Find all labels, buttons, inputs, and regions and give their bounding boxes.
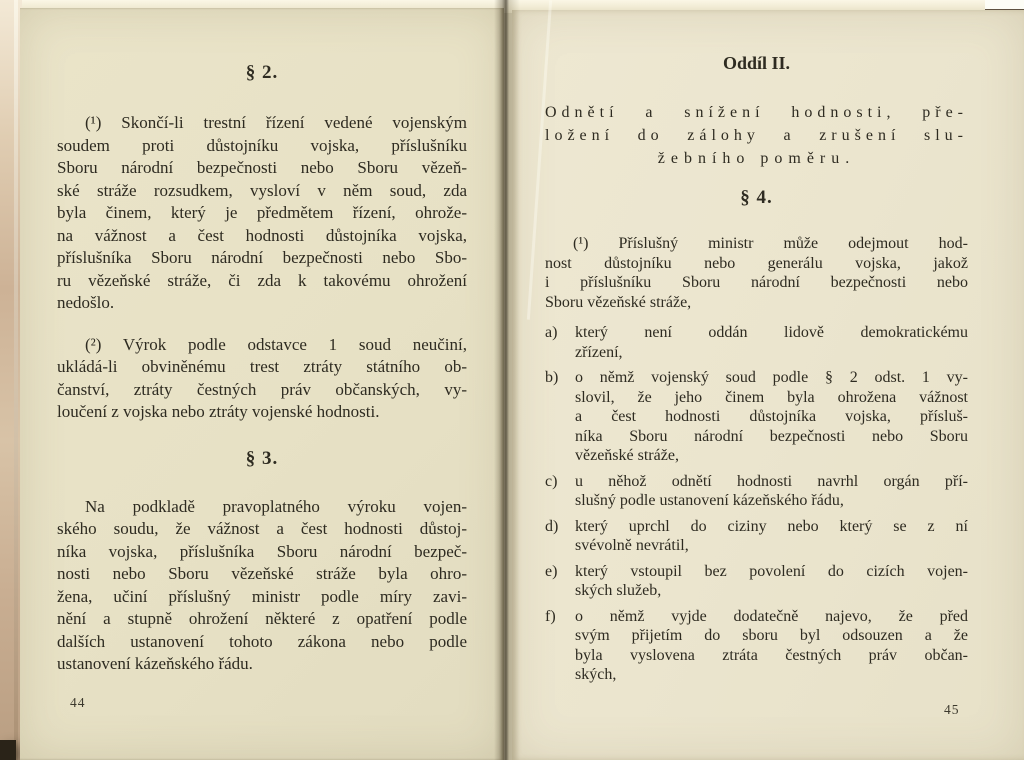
text-line: Sboru národní bezpečnosti nebo Sboru vězeň- [57, 158, 467, 177]
list-item-a [545, 323, 968, 362]
scan-corner-shadow [0, 740, 16, 760]
list-marker: e) [545, 562, 558, 580]
text-line: zřízení, [575, 343, 623, 361]
text-line: loučení z vojska nebo ztráty vojenské hodnosti. [57, 402, 380, 421]
text-line: žebního poměru. [657, 150, 856, 167]
list-item-text [575, 607, 968, 685]
page-left [20, 8, 504, 760]
list-marker: d) [545, 517, 559, 535]
text-line: o němž vojenský soud podle § 2 odst. 1 vy- [575, 369, 968, 386]
list-marker: f) [545, 607, 556, 625]
text-line: nosti nebo Sboru vězeňské stráže byla ohro- [57, 564, 467, 583]
book-page-edges [0, 0, 22, 760]
text-line: byla činem, který je předmětem řízení, ohrože- [57, 203, 467, 222]
list-item-text [575, 517, 968, 556]
page-number-right: 45 [944, 702, 960, 717]
text-line: (²) Výrok podle odstavce 1 soud neučiní, [85, 334, 467, 354]
text-line: který uprchl do ciziny nebo který se z ní [575, 517, 968, 535]
chapter-title [545, 101, 968, 170]
section-3-heading: § 3. [245, 447, 279, 469]
list-marker: b) [545, 369, 559, 386]
section-2-paragraph-1 [57, 112, 467, 315]
text-line: svým přijetím do sboru byl odsouzen a že [575, 627, 968, 644]
book-gutter-shadow [494, 0, 520, 760]
list-item-d [545, 517, 968, 556]
text-line: ských, [575, 666, 617, 683]
text-line: nění a stupně ohrožení některé z opatření podle [57, 609, 467, 628]
list-item-text [575, 472, 968, 511]
text-line: Sboru vězeňské stráže, [545, 293, 692, 311]
section-3-paragraph-1 [57, 496, 467, 676]
text-line: Na podkladě pravoplatného výroku vojen- [85, 496, 467, 516]
text-line: který vstoupil bez povolení do cizích vojen- [575, 562, 968, 580]
text-line: slušný podle ustanovení kázeňského řádu, [575, 492, 844, 509]
section-2-paragraph-2 [57, 334, 467, 424]
list-item-text [575, 562, 968, 601]
text-line: žena, učiní příslušný ministr podle míry zavi- [57, 586, 467, 606]
text-line: ustanovení kázeňského řádu. [57, 654, 253, 673]
list-item-text [575, 368, 968, 466]
text-line: příslušníka Sboru národní bezpečnosti nebo Sbo- [57, 248, 467, 267]
text-line: který není oddán lidově demokratickému [575, 324, 968, 341]
list-marker: a) [545, 324, 558, 341]
text-line: ukládá-li obviněnému trest ztráty státního ob- [57, 357, 467, 376]
section-4-intro-paragraph [545, 234, 968, 312]
text-line: níka vojska, příslušníka Sboru národní bezpeč- [57, 541, 467, 561]
text-line: ské stráže rozsudkem, vysloví v něm soud, zda [57, 180, 467, 200]
text-line: nost důstojníku nebo generálu vojska, jakož [545, 254, 968, 272]
text-line: ských služeb, [575, 582, 662, 599]
section-2-heading: § 2. [245, 62, 279, 83]
page-edge-highlight [14, 0, 18, 760]
list-item-e [545, 562, 968, 601]
page-number-left: 44 [70, 695, 86, 710]
text-line: Odnětí a snížení hodnosti, pře- [545, 104, 968, 121]
text-line: soudem proti důstojníku vojska, příslušníku [57, 135, 467, 155]
text-line: vězeňské stráže, [575, 447, 679, 464]
text-line: (¹) Skončí-li trestní řízení vedené vojenským [85, 113, 467, 132]
text-line: dalších ustanovení tohoto zákona nebo podle [57, 631, 467, 651]
text-line: čanství, ztráty čestných práv občanských, vy- [57, 379, 467, 399]
list-item-text [575, 323, 968, 362]
list-item-f [545, 607, 968, 685]
text-line: (¹) Příslušný ministr může odejmout hod- [573, 235, 968, 252]
page-right [512, 10, 1024, 760]
chapter-heading: Oddíl II. [722, 53, 791, 73]
list-item-c [545, 472, 968, 511]
text-line: u něhož odnětí hodnosti navrhl orgán pří- [575, 472, 968, 490]
text-line: ložení do zálohy a zrušení slu- [545, 127, 968, 144]
section-4-heading: § 4. [740, 187, 773, 208]
text-line: o němž vyjde dodatečně najevo, že před [575, 607, 968, 625]
text-line: ru vězeňské stráže, či zda k takovému ohrožení [57, 270, 467, 290]
list-marker: c) [545, 472, 558, 490]
text-line: byla vyslovena ztráta čestných práv občan- [575, 646, 968, 664]
text-line: svévolně nevrátil, [575, 537, 689, 554]
text-line: na vážnost a čest hodnosti důstojníka vojska, [57, 225, 467, 245]
text-line: ského soudu, že vážnost a čest hodnosti důstoj- [57, 519, 467, 538]
text-line: i příslušníku Sboru národní bezpečnosti nebo [545, 274, 968, 291]
text-line: níka Sboru národní bezpečnosti nebo Sboru [575, 427, 968, 445]
text-line: slovil, že jeho činem byla ohrožena vážnost [575, 388, 968, 406]
list-item-b [545, 368, 968, 466]
text-line: a čest hodnosti důstojníka vojska, přísluš- [575, 408, 968, 425]
text-line: nedošlo. [57, 293, 115, 312]
